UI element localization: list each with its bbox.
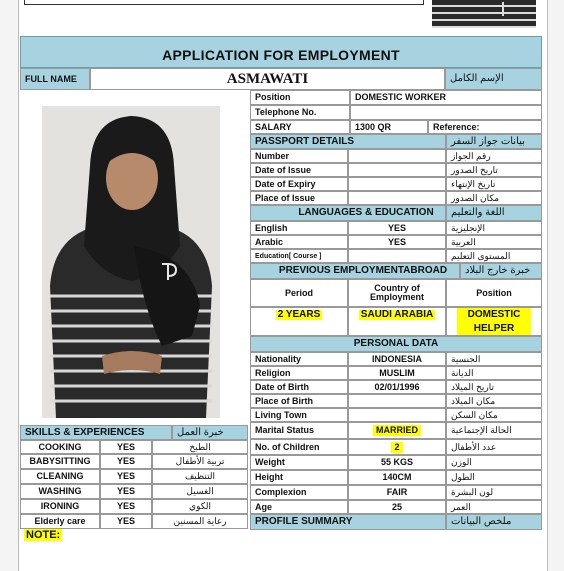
- english-value: YES: [348, 221, 446, 235]
- full-name-value: ASMAWATI: [90, 68, 445, 90]
- country-cell: [348, 307, 446, 336]
- prev-position-cell: [446, 307, 542, 336]
- age-value: 25: [348, 500, 446, 514]
- skill-ironing-label: IRONING: [20, 499, 100, 514]
- living-town-value: [348, 408, 446, 422]
- skill-elderly-care-value: YES: [100, 514, 152, 529]
- complexion-arabic: لون البشرة: [446, 485, 542, 500]
- place-of-issue-arabic: مكان الصدور: [446, 191, 542, 205]
- passport-number-arabic: رقم الجواز: [446, 149, 542, 163]
- children-label: No. of Children: [250, 439, 348, 455]
- skill-cleaning-arabic: التنظيف: [152, 469, 248, 484]
- applicant-photo-illustration: [42, 106, 220, 418]
- skills-header-arabic: خبرة العمل: [172, 425, 248, 440]
- marital-status-label: Marital Status: [250, 422, 348, 439]
- skill-elderly-care-label: Elderly care: [20, 514, 100, 529]
- date-of-birth-value: 02/01/1996: [348, 380, 446, 394]
- arabic-label: Arabic: [250, 235, 348, 249]
- full-name-label: FULL NAME: [20, 68, 90, 90]
- children-arabic: عدد الأطفال: [446, 439, 542, 455]
- weight-value: 55 KGS: [348, 455, 446, 470]
- religion-arabic: الديانة: [446, 366, 542, 380]
- date-of-expiry-value: [348, 177, 446, 191]
- reference-label: Reference:: [428, 120, 542, 134]
- children-cell: [348, 439, 446, 455]
- full-name-arabic: الإسم الكامل: [445, 68, 542, 90]
- profile-summary-arabic: ملخص البيانات: [446, 514, 542, 530]
- telephone-label: Telephone No.: [250, 105, 350, 120]
- marital-status-arabic: الحالة الإجتماعية: [446, 422, 542, 439]
- country-value: SAUDI ARABIA: [360, 309, 434, 320]
- arabic-value: YES: [348, 235, 446, 249]
- period-value: 2 YEARS: [277, 309, 321, 320]
- passport-number-label: Number: [250, 149, 348, 163]
- prev-position-value: DOMESTIC HELPER: [457, 308, 531, 336]
- marital-status-value: MARRIED: [373, 425, 421, 436]
- personal-data-header: PERSONAL DATA: [250, 336, 542, 352]
- height-label: Height: [250, 470, 348, 485]
- height-value: 140CM: [348, 470, 446, 485]
- passport-header-arabic: بيانات جواز السفر: [446, 134, 542, 149]
- skill-washing-label: WASHING: [20, 484, 100, 499]
- passport-number-value: [348, 149, 446, 163]
- place-of-issue-value: [348, 191, 446, 205]
- weight-arabic: الوزن: [446, 455, 542, 470]
- applicant-photo: [42, 106, 220, 418]
- place-of-birth-value: [348, 394, 446, 408]
- note-label: NOTE:: [26, 529, 61, 541]
- top-photo-thumbnail: [432, 0, 536, 28]
- position-column-header: Position: [446, 279, 542, 307]
- country-column-header: Country of Employment: [348, 279, 446, 307]
- education-label: Education[ Course ]: [250, 249, 348, 263]
- complexion-value: FAIR: [348, 485, 446, 500]
- weight-label: Weight: [250, 455, 348, 470]
- date-of-issue-arabic: تاريخ الصدور: [446, 163, 542, 177]
- living-town-label: Living Town: [250, 408, 348, 422]
- languages-header: LANGUAGES & EDUCATION: [250, 205, 446, 221]
- skill-cleaning-value: YES: [100, 469, 152, 484]
- nationality-value: INDONESIA: [348, 352, 446, 366]
- date-of-issue-value: [348, 163, 446, 177]
- education-value: [348, 249, 446, 263]
- top-box: [24, 0, 424, 5]
- religion-value: MUSLIM: [348, 366, 446, 380]
- skill-cooking-label: COOKING: [20, 440, 100, 454]
- height-arabic: الطول: [446, 470, 542, 485]
- skill-ironing-arabic: الكوي: [152, 499, 248, 514]
- skill-babysitting-value: YES: [100, 454, 152, 469]
- skill-babysitting-label: BABYSITTING: [20, 454, 100, 469]
- skill-ironing-value: YES: [100, 499, 152, 514]
- date-of-expiry-arabic: تاريخ الإنتهاء: [446, 177, 542, 191]
- place-of-birth-label: Place of Birth: [250, 394, 348, 408]
- date-of-issue-label: Date of Issue: [250, 163, 348, 177]
- date-of-expiry-label: Date of Expiry: [250, 177, 348, 191]
- previous-employment-header: PREVIOUS EMPLOYMENTABROAD: [250, 263, 460, 279]
- skill-washing-value: YES: [100, 484, 152, 499]
- skills-header: SKILLS & EXPERIENCES: [20, 425, 172, 440]
- age-label: Age: [250, 500, 348, 514]
- complexion-label: Complexion: [250, 485, 348, 500]
- religion-label: Religion: [250, 366, 348, 380]
- salary-label: SALARY: [250, 120, 350, 134]
- position-label: Position: [250, 90, 350, 105]
- children-value: 2: [391, 442, 402, 453]
- date-of-birth-label: Date of Birth: [250, 380, 348, 394]
- age-arabic: العمر: [446, 500, 542, 514]
- skill-cooking-value: YES: [100, 440, 152, 454]
- position-value: DOMESTIC WORKER: [350, 90, 542, 105]
- form-title: APPLICATION FOR EMPLOYMENT: [162, 47, 400, 63]
- nationality-label: Nationality: [250, 352, 348, 366]
- english-arabic: الإنجليزية: [446, 221, 542, 235]
- previous-employment-header-arabic: خبرة خارج البلاد: [460, 263, 542, 279]
- skill-cooking-arabic: الطبخ: [152, 440, 248, 454]
- skill-elderly-care-arabic: رعاية المسنين: [152, 514, 248, 529]
- languages-header-arabic: اللغة والتعليم: [446, 205, 542, 221]
- english-label: English: [250, 221, 348, 235]
- nationality-arabic: الجنسية: [446, 352, 542, 366]
- skill-washing-arabic: الغسيل: [152, 484, 248, 499]
- place-of-birth-arabic: مكان الميلاد: [446, 394, 542, 408]
- telephone-value: [350, 105, 542, 120]
- shirt-logo-icon: [502, 2, 514, 16]
- education-arabic: المستوى التعليم: [446, 249, 542, 263]
- marital-status-cell: [348, 422, 446, 439]
- period-cell: [250, 307, 348, 336]
- skill-cleaning-label: CLEANING: [20, 469, 100, 484]
- passport-header: PASSPORT DETAILS: [250, 134, 446, 149]
- arabic-arabic: العربية: [446, 235, 542, 249]
- skill-babysitting-arabic: تربية الأطفال: [152, 454, 248, 469]
- salary-value: 1300 QR: [350, 120, 428, 134]
- place-of-issue-label: Place of Issue: [250, 191, 348, 205]
- profile-summary-header: PROFILE SUMMARY: [250, 514, 446, 530]
- living-town-arabic: مكان السكن: [446, 408, 542, 422]
- date-of-birth-arabic: تاريخ الميلاد: [446, 380, 542, 394]
- period-column-header: Period: [250, 279, 348, 307]
